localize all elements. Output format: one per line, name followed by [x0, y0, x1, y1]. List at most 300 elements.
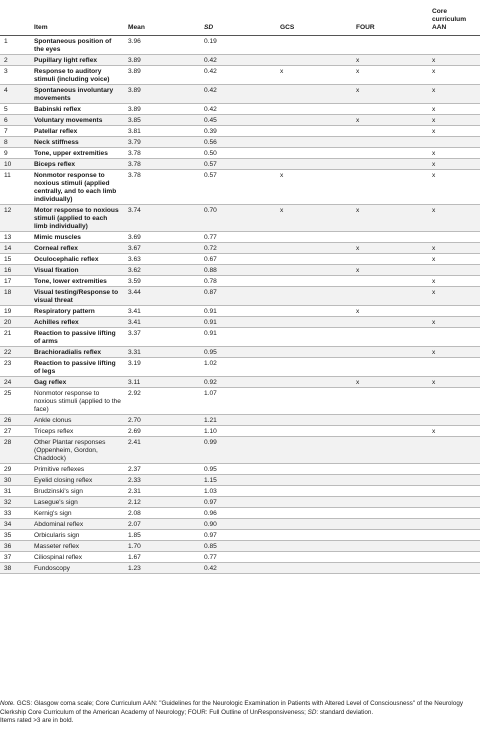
cell-aan	[432, 530, 480, 541]
note-bold-items: Items rated >3 are in bold.	[0, 717, 74, 725]
cell-item: Abdominal reflex	[34, 521, 84, 528]
table-row	[0, 232, 480, 243]
cell-aan: x	[432, 57, 436, 64]
cell-gcs: x	[280, 68, 284, 75]
cell-aan: x	[432, 172, 436, 179]
cell-num: 12	[4, 207, 12, 214]
cell-gcs	[280, 563, 356, 574]
table-row	[0, 358, 480, 377]
cell-mean: 1.67	[128, 554, 141, 561]
cell-aan: x	[432, 278, 436, 285]
cell-sd: 0.95	[204, 466, 217, 473]
cell-sd: 1.21	[204, 417, 217, 424]
cell-gcs	[280, 328, 356, 347]
cell-item: Kernig's sign	[34, 510, 72, 517]
cell-mean: 3.81	[128, 128, 141, 135]
cell-gcs	[280, 358, 356, 377]
cell-sd: 1.02	[204, 360, 217, 367]
cell-item: Voluntary movements	[34, 117, 103, 124]
cell-aan: x	[432, 319, 436, 326]
cell-item: Nonmotor response to noxious stimuli (applied to the face)	[34, 390, 121, 413]
table-row	[0, 36, 480, 55]
cell-item: Corneal reflex	[34, 245, 78, 252]
cell-aan	[432, 36, 480, 55]
cell-sd: 0.95	[204, 349, 217, 356]
table-row	[0, 205, 480, 232]
table-row	[0, 148, 480, 159]
cell-gcs	[280, 317, 356, 328]
cell-num: 21	[4, 330, 12, 337]
cell-four	[356, 159, 432, 170]
cell-num: 34	[4, 521, 12, 528]
cell-sd: 0.19	[204, 38, 217, 45]
cell-aan: x	[432, 106, 436, 113]
cell-gcs: x	[280, 207, 284, 214]
cell-aan	[432, 232, 480, 243]
table-row	[0, 530, 480, 541]
cell-sd: 1.03	[204, 488, 217, 495]
table-row	[0, 563, 480, 574]
cell-sd: 0.96	[204, 510, 217, 517]
cell-mean: 3.37	[128, 330, 141, 337]
cell-gcs	[280, 377, 356, 388]
table-row	[0, 137, 480, 148]
cell-item: Motor response to noxious stimuli (applied to each limb individually)	[34, 207, 119, 230]
cell-four	[356, 328, 432, 347]
cell-item: Orbicularis sign	[34, 532, 80, 539]
cell-gcs	[280, 552, 356, 563]
cell-four	[356, 36, 432, 55]
cell-aan	[432, 415, 480, 426]
cell-aan	[432, 328, 480, 347]
cell-item: Tone, upper extremities	[34, 150, 108, 157]
table-row	[0, 287, 480, 306]
note-label: Note.	[0, 700, 16, 707]
cell-gcs	[280, 306, 356, 317]
cell-four	[356, 508, 432, 519]
cell-aan: x	[432, 68, 436, 75]
note-sd-label: SD	[307, 708, 317, 716]
cell-aan: x	[432, 379, 436, 386]
cell-four: x	[356, 245, 360, 252]
cell-four	[356, 276, 432, 287]
cell-num: 33	[4, 510, 12, 517]
cell-mean: 3.85	[128, 117, 141, 124]
cell-four	[356, 530, 432, 541]
cell-four	[356, 541, 432, 552]
cell-item: Spontaneous involuntary movements	[34, 87, 114, 102]
cell-mean: 3.78	[128, 161, 141, 168]
cell-num: 4	[4, 87, 8, 94]
note-sd-text: : standard deviation.	[316, 708, 374, 716]
cell-mean: 2.37	[128, 466, 141, 473]
cell-gcs	[280, 541, 356, 552]
cell-gcs	[280, 104, 356, 115]
cell-item: Reaction to passive lifting of legs	[34, 360, 116, 375]
cell-mean: 2.07	[128, 521, 141, 528]
table-row	[0, 85, 480, 104]
cell-sd: 0.77	[204, 554, 217, 561]
cell-num: 30	[4, 477, 12, 484]
table-row	[0, 55, 480, 66]
cell-four	[356, 497, 432, 508]
cell-item: Gag reflex	[34, 379, 67, 386]
cell-four	[356, 358, 432, 377]
cell-aan	[432, 137, 480, 148]
cell-four: x	[356, 267, 360, 274]
cell-item: Fundoscopy	[34, 565, 70, 572]
cell-item: Ankle clonus	[34, 417, 72, 424]
cell-sd: 0.67	[204, 256, 217, 263]
cell-four	[356, 287, 432, 306]
cell-four: x	[356, 117, 360, 124]
header-sd: SD	[204, 0, 280, 36]
cell-mean: 3.31	[128, 349, 141, 356]
cell-aan	[432, 475, 480, 486]
cell-sd: 0.90	[204, 521, 217, 528]
cell-item: Mimic muscles	[34, 234, 81, 241]
cell-mean: 3.89	[128, 68, 141, 75]
cell-item: Oculocephalic reflex	[34, 256, 99, 263]
cell-gcs	[280, 159, 356, 170]
cell-gcs	[280, 137, 356, 148]
cell-gcs	[280, 415, 356, 426]
cell-mean: 2.08	[128, 510, 141, 517]
cell-four	[356, 388, 432, 415]
cell-item: Triceps reflex	[34, 428, 74, 435]
cell-item: Ciliospinal reflex	[34, 554, 83, 561]
cell-four	[356, 347, 432, 358]
header-item: Item	[34, 0, 128, 36]
cell-item: Pupillary light reflex	[34, 57, 98, 64]
cell-num: 31	[4, 488, 12, 495]
cell-item: Brudzinski's sign	[34, 488, 83, 495]
cell-aan	[432, 437, 480, 464]
cell-num: 23	[4, 360, 12, 367]
cell-aan	[432, 497, 480, 508]
cell-num: 1	[4, 38, 8, 45]
cell-mean: 2.12	[128, 499, 141, 506]
table-row	[0, 254, 480, 265]
cell-num: 13	[4, 234, 12, 241]
cell-sd: 0.72	[204, 245, 217, 252]
cell-mean: 2.33	[128, 477, 141, 484]
cell-gcs	[280, 232, 356, 243]
table-row	[0, 115, 480, 126]
cell-mean: 2.92	[128, 390, 141, 397]
cell-mean: 1.85	[128, 532, 141, 539]
cell-aan: x	[432, 161, 436, 168]
cell-aan: x	[432, 207, 436, 214]
cell-item: Neck stiffness	[34, 139, 79, 146]
table-row	[0, 306, 480, 317]
header-row	[0, 0, 480, 36]
table-row	[0, 437, 480, 464]
cell-sd: 1.07	[204, 390, 217, 397]
cell-num: 9	[4, 150, 8, 157]
cell-gcs	[280, 426, 356, 437]
table-body	[0, 36, 480, 574]
cell-four	[356, 486, 432, 497]
cell-sd: 0.92	[204, 379, 217, 386]
cell-mean: 2.69	[128, 428, 141, 435]
cell-gcs	[280, 437, 356, 464]
cell-gcs	[280, 148, 356, 159]
cell-mean: 3.11	[128, 379, 141, 386]
cell-gcs	[280, 254, 356, 265]
cell-mean: 3.78	[128, 150, 141, 157]
cell-gcs	[280, 126, 356, 137]
table-row	[0, 347, 480, 358]
table-note	[0, 700, 480, 726]
cell-sd: 0.42	[204, 68, 217, 75]
cell-mean: 2.41	[128, 439, 141, 446]
cell-four	[356, 563, 432, 574]
table-header	[0, 0, 480, 36]
table-row	[0, 243, 480, 254]
cell-aan: x	[432, 87, 436, 94]
cell-num: 32	[4, 499, 12, 506]
cell-mean: 3.67	[128, 245, 141, 252]
cell-gcs	[280, 85, 356, 104]
cell-item: Response to auditory stimuli (including voice)	[34, 68, 110, 83]
cell-sd: 0.42	[204, 57, 217, 64]
cell-sd: 0.87	[204, 289, 217, 296]
cell-num: 17	[4, 278, 12, 285]
cell-num: 3	[4, 68, 8, 75]
cell-item: Primitive reflexes	[34, 466, 85, 473]
cell-aan: x	[432, 428, 436, 435]
cell-sd: 1.10	[204, 428, 217, 435]
cell-four	[356, 148, 432, 159]
cell-gcs	[280, 265, 356, 276]
cell-item: Respiratory pattern	[34, 308, 95, 315]
cell-item: Lasegue's sign	[34, 499, 78, 506]
cell-mean: 3.96	[128, 38, 141, 45]
cell-aan: x	[432, 128, 436, 135]
cell-gcs	[280, 115, 356, 126]
cell-mean: 3.63	[128, 256, 141, 263]
cell-aan	[432, 464, 480, 475]
cell-gcs	[280, 486, 356, 497]
table-row	[0, 497, 480, 508]
cell-gcs	[280, 530, 356, 541]
cell-aan	[432, 508, 480, 519]
cell-gcs	[280, 464, 356, 475]
header-gcs: GCS	[280, 0, 356, 36]
cell-item: Eyelid closing reflex	[34, 477, 93, 484]
cell-aan	[432, 358, 480, 377]
cell-four: x	[356, 87, 360, 94]
cell-mean: 2.70	[128, 417, 141, 424]
cell-aan	[432, 486, 480, 497]
cell-num: 35	[4, 532, 12, 539]
cell-item: Biceps reflex	[34, 161, 76, 168]
cell-num: 27	[4, 428, 12, 435]
cell-mean: 3.89	[128, 106, 141, 113]
cell-sd: 0.57	[204, 172, 217, 179]
cell-item: Visual fixation	[34, 267, 79, 274]
cell-mean: 3.79	[128, 139, 141, 146]
cell-mean: 1.70	[128, 543, 141, 550]
cell-num: 28	[4, 439, 12, 446]
cell-sd: 0.88	[204, 267, 217, 274]
cell-four	[356, 170, 432, 205]
note-text: GCS: Glasgow coma scale; Core Curriculum AAN: "Guidelines for the Neurologic Examination in Patients with Altered Level of Consciousness" of the Neurology Clerkship Core Curriculum of the American Academy of Neurology; FOUR: Full Outline of UnResponsiveness;	[0, 700, 463, 716]
table-row	[0, 426, 480, 437]
cell-gcs	[280, 55, 356, 66]
cell-num: 18	[4, 289, 12, 296]
table-row	[0, 552, 480, 563]
cell-num: 22	[4, 349, 12, 356]
cell-num: 5	[4, 106, 8, 113]
cell-mean: 3.74	[128, 207, 141, 214]
table-row	[0, 475, 480, 486]
table-row	[0, 388, 480, 415]
cell-sd: 0.42	[204, 565, 217, 572]
cell-sd: 0.77	[204, 234, 217, 241]
cell-gcs	[280, 276, 356, 287]
cell-four	[356, 126, 432, 137]
cell-sd: 0.56	[204, 139, 217, 146]
cell-mean: 3.78	[128, 172, 141, 179]
cell-four: x	[356, 207, 360, 214]
cell-aan: x	[432, 256, 436, 263]
table-row	[0, 541, 480, 552]
cell-sd: 0.78	[204, 278, 217, 285]
cell-aan: x	[432, 349, 436, 356]
cell-aan	[432, 306, 480, 317]
cell-four	[356, 519, 432, 530]
cell-aan: x	[432, 117, 436, 124]
header-four: FOUR	[356, 0, 432, 36]
cell-four	[356, 552, 432, 563]
cell-aan	[432, 563, 480, 574]
cell-num: 37	[4, 554, 12, 561]
cell-four	[356, 137, 432, 148]
table-row	[0, 66, 480, 85]
cell-mean: 3.59	[128, 278, 141, 285]
cell-num: 8	[4, 139, 8, 146]
cell-num: 19	[4, 308, 12, 315]
cell-sd: 0.97	[204, 532, 217, 539]
cell-item: Reaction to passive lifting of arms	[34, 330, 116, 345]
cell-mean: 3.62	[128, 267, 141, 274]
cell-aan	[432, 541, 480, 552]
table-row	[0, 265, 480, 276]
table-row	[0, 170, 480, 205]
cell-gcs	[280, 36, 356, 55]
cell-gcs	[280, 519, 356, 530]
cell-mean: 3.69	[128, 234, 141, 241]
cell-num: 24	[4, 379, 12, 386]
cell-item: Babinski reflex	[34, 106, 81, 113]
cell-item: Masseter reflex	[34, 543, 80, 550]
cell-item: Brachioradialis reflex	[34, 349, 102, 356]
cell-four	[356, 232, 432, 243]
cell-aan: x	[432, 150, 436, 157]
table-row	[0, 486, 480, 497]
header-mean: Mean	[128, 0, 204, 36]
cell-four	[356, 426, 432, 437]
cell-gcs	[280, 287, 356, 306]
table-row	[0, 159, 480, 170]
cell-four	[356, 104, 432, 115]
cell-sd: 0.99	[204, 439, 217, 446]
table-row	[0, 377, 480, 388]
table-row	[0, 317, 480, 328]
table-row	[0, 519, 480, 530]
cell-sd: 0.97	[204, 499, 217, 506]
cell-four: x	[356, 379, 360, 386]
header-num	[0, 0, 34, 36]
cell-sd: 0.91	[204, 319, 217, 326]
table-row	[0, 464, 480, 475]
cell-gcs	[280, 497, 356, 508]
cell-four: x	[356, 57, 360, 64]
cell-four: x	[356, 308, 360, 315]
cell-mean: 3.89	[128, 87, 141, 94]
cell-mean: 3.44	[128, 289, 141, 296]
cell-sd: 0.91	[204, 330, 217, 337]
cell-num: 2	[4, 57, 8, 64]
cell-four	[356, 437, 432, 464]
cell-mean: 1.23	[128, 565, 141, 572]
table-row	[0, 415, 480, 426]
cell-num: 16	[4, 267, 12, 274]
cell-item: Other Plantar responses (Oppenheim, Gordon, Chaddock)	[34, 439, 106, 462]
cell-item: Tone, lower extremities	[34, 278, 107, 285]
cell-four	[356, 464, 432, 475]
cell-num: 6	[4, 117, 8, 124]
cell-gcs	[280, 388, 356, 415]
cell-sd: 0.70	[204, 207, 217, 214]
cell-four	[356, 254, 432, 265]
cell-sd: 0.50	[204, 150, 217, 157]
cell-num: 11	[4, 172, 11, 179]
cell-item: Nonmotor response to noxious stimuli (applied centrally, and to each limb individually)	[34, 172, 117, 203]
cell-gcs	[280, 475, 356, 486]
cell-sd: 0.57	[204, 161, 217, 168]
cell-num: 38	[4, 565, 12, 572]
cell-four	[356, 475, 432, 486]
table-row	[0, 126, 480, 137]
cell-num: 36	[4, 543, 12, 550]
table-row	[0, 508, 480, 519]
cell-sd: 0.39	[204, 128, 217, 135]
cell-gcs: x	[280, 172, 284, 179]
cell-num: 10	[4, 161, 12, 168]
cell-num: 14	[4, 245, 12, 252]
header-aan: Core curriculum AAN	[432, 0, 480, 36]
cell-aan: x	[432, 245, 436, 252]
cell-aan	[432, 388, 480, 415]
cell-four	[356, 317, 432, 328]
cell-num: 25	[4, 390, 12, 397]
cell-aan: x	[432, 289, 436, 296]
cell-gcs	[280, 508, 356, 519]
cell-mean: 3.89	[128, 57, 141, 64]
cell-gcs	[280, 347, 356, 358]
cell-four	[356, 415, 432, 426]
cell-sd: 1.15	[204, 477, 217, 484]
cell-mean: 3.41	[128, 319, 141, 326]
cell-gcs	[280, 243, 356, 254]
cell-sd: 0.85	[204, 543, 217, 550]
cell-sd: 0.45	[204, 117, 217, 124]
cell-item: Patellar reflex	[34, 128, 78, 135]
table-row	[0, 104, 480, 115]
